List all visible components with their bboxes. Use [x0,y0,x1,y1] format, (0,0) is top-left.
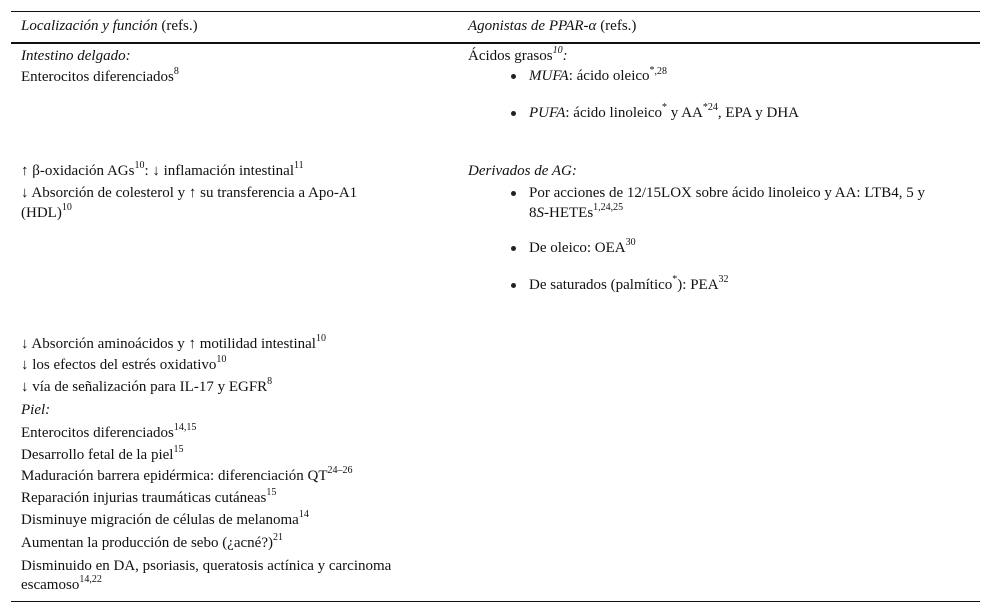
right-header-pre: Agonistas de [468,18,546,34]
aminoacidos-text: ↓ Absorción aminoácidos y ↑ motilidad intestinal [21,336,316,352]
saturados-star: * [672,274,678,285]
boxidacion-ref1: 10 [134,160,145,171]
derivados-text: Derivados de AG: [468,163,577,179]
saturados-ref: 32 [718,274,729,285]
inflamacion-text: : ↓ inflamación intestinal [144,163,294,179]
mufa-ref: ,28 [654,66,668,77]
acidos-grasos-text: Ácidos grasos [468,48,553,64]
right-header-mid: PPAR-α [548,18,597,34]
right-header-suffix: (refs.) [600,18,637,34]
boxidacion-line [21,162,304,181]
mufa-line [529,67,667,86]
piel-item-ref: 14,15 [173,422,197,433]
enterocitos-text: Enterocitos diferenciados [21,69,174,85]
colesterol-line-1 [21,184,357,203]
mufa-bullet [511,74,516,79]
piel-item-text: Desarrollo fetal de la piel [21,447,174,463]
aminoacidos-line [21,335,326,354]
pufa-star: * [662,102,668,113]
bottom-rule [11,601,980,602]
estres-text: ↓ los efectos del estrés oxidativo [21,357,217,373]
estres-line [21,356,226,375]
right-column-header [468,18,636,35]
piel-item [21,424,196,443]
oleico-text: De oleico: OEA [529,240,626,256]
oleico-line [529,239,636,258]
disminuido-line-2 [21,576,102,595]
lox-ref: 1,24,25 [593,202,624,213]
piel-item [21,511,309,530]
lox-bullet [511,191,516,196]
acidos-grasos-title [468,47,568,66]
disminuido-text-2: escamoso [21,577,80,593]
enterocitos-line [21,68,179,87]
acidos-grasos-colon: : [562,48,568,64]
top-rule [11,11,980,12]
saturados-line [529,276,729,295]
colesterol-ref: 10 [61,202,72,213]
enterocitos-ref: 8 [173,66,179,77]
section-intestino-label: Intestino delgado: [21,48,131,64]
pufa-end: , EPA y DHA [717,105,800,121]
mufa-text: : ácido oleico [568,68,650,84]
senal-line [21,378,272,397]
piel-item [21,446,183,465]
piel-item-ref: 14 [298,509,309,520]
piel-item-ref: 24–26 [327,465,353,476]
estres-ref: 10 [216,354,227,365]
pufa-text: : ácido linoleico [565,105,663,121]
section-piel-label: Piel: [21,402,51,418]
saturados-text: De saturados (palmítico [529,277,673,293]
senal-ref: 8 [267,376,273,387]
lox-text-2-pre: 8 [529,205,537,221]
piel-item-text: Aumentan la producción de sebo (¿acné?) [21,535,273,551]
lox-text-2-s: S [536,205,544,221]
lox-line-1 [529,184,925,203]
piel-item-text: Disminuye migración de células de melanoma [21,512,299,528]
senal-text: ↓ vía de señalización para IL-17 y EGFR [21,379,268,395]
saturados-bullet [511,283,516,288]
piel-item [21,489,276,508]
piel-item-ref: 15 [173,444,184,455]
header-rule [11,42,980,44]
piel-item-text: Maduración barrera epidérmica: diferenciación QT [21,468,328,484]
mufa-star: * [649,65,655,76]
inflamacion-ref: 11 [294,160,304,171]
piel-item-ref: 21 [272,532,283,543]
boxidacion-text: ↑ β-oxidación AGs [21,163,135,179]
pufa-line [529,104,799,123]
left-column-header [21,18,198,35]
disminuido-ref: 14,22 [79,574,102,585]
piel-item [21,534,283,553]
section-intestino-title [21,47,131,66]
oleico-bullet [511,246,516,251]
lox-text-1: Por acciones de 12/15LOX sobre ácido linoleico y AA: LTB4, 5 y [529,185,926,201]
lox-text-2-post: -HETEs [544,205,594,221]
disminuido-text-1: Disminuido en DA, psoriasis, queratosis actínica y carcinoma [21,558,392,574]
left-header-title: Localización y función [21,18,158,34]
mufa-label: MUFA [529,68,569,84]
piel-item-text: Reparación injurias traumáticas cutáneas [21,490,267,506]
pufa-bullet [511,111,516,116]
oleico-ref: 30 [625,237,636,248]
colesterol-text-1: ↓ Absorción de colesterol y ↑ su transferencia a Apo-A1 [21,185,358,201]
pufa-mid: y AA [667,105,703,121]
colesterol-line-2 [21,204,72,223]
pufa-ref: *24 [702,102,718,113]
colesterol-text-2: (HDL) [21,205,62,221]
pufa-label: PUFA [529,105,566,121]
section-piel-title [21,401,50,420]
piel-item-text: Enterocitos diferenciados [21,425,174,441]
disminuido-line-1 [21,557,391,576]
saturados-post: ): PEA [677,277,719,293]
left-header-suffix: (refs.) [161,18,198,34]
acidos-grasos-ref: 10 [552,45,563,56]
piel-item-ref: 15 [266,487,277,498]
lox-line-2 [529,204,623,223]
derivados-title [468,162,577,181]
aminoacidos-ref: 10 [315,333,326,344]
piel-item [21,467,353,486]
